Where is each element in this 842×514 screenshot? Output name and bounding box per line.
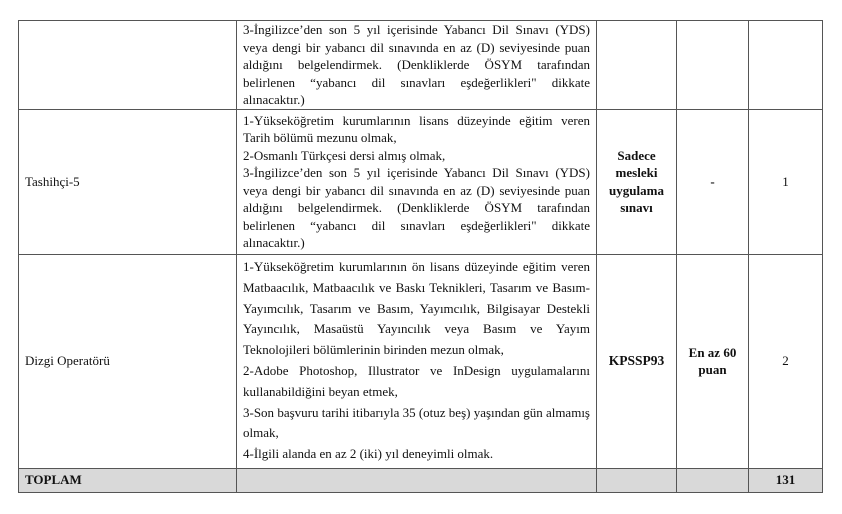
exam-cell: KPSSP93 xyxy=(597,254,677,468)
count-cell: 2 xyxy=(749,254,823,468)
requirement-item: 1-Yükseköğretim kurumlarının lisans düzeyinde eğitim veren Tarih bölümü mezunu olmak, xyxy=(243,112,590,145)
exam-cell xyxy=(597,21,677,110)
table-row xyxy=(19,254,823,468)
total-empty-cell xyxy=(237,468,597,492)
total-label: TOPLAM xyxy=(19,468,237,492)
table-row xyxy=(19,21,823,110)
total-empty-cell xyxy=(597,468,677,492)
requirements-cell xyxy=(237,254,597,468)
requirement-item: 1-Yükseköğretim kurumlarının ön lisans düzeyinde eğitim veren Matbaacılık, Matbaacılık ve Baskı Teknikleri, Tasarım ve Basım-Yayımcılık, Tasarım ve Basım, Yayımcılık, Bilgisayar Destekli Yayıncılık, Masaüstü Yayıncılık veya Basım ve Yayım Teknolojileri bölümlerinin birinden mezun olmak, xyxy=(243,259,590,358)
score-cell: - xyxy=(677,109,749,254)
total-row xyxy=(19,468,823,492)
score-cell xyxy=(677,21,749,110)
exam-cell: Sadece mesleki uygulama sınavı xyxy=(597,109,677,254)
requirements-cell xyxy=(237,21,597,110)
requirement-item: 3-Son başvuru tarihi itibarıyla 35 (otuz beş) yaşından gün almamış olmak, xyxy=(243,404,590,441)
requirement-item: 2-Osmanlı Türkçesi dersi almış olmak, xyxy=(243,147,446,163)
position-cell xyxy=(19,21,237,110)
count-cell xyxy=(749,21,823,110)
position-cell: Tashihçi-5 xyxy=(19,109,237,254)
total-empty-cell xyxy=(677,468,749,492)
score-cell: En az 60 puan xyxy=(677,254,749,468)
positions-table xyxy=(18,20,823,493)
total-count: 131 xyxy=(749,468,823,492)
position-cell: Dizgi Operatörü xyxy=(19,254,237,468)
table-row xyxy=(19,109,823,254)
requirement-item: 4-İlgili alanda en az 2 (iki) yıl deneyimli olmak. xyxy=(243,446,494,462)
count-cell: 1 xyxy=(749,109,823,254)
requirement-item: 3-İngilizce’den son 5 yıl içerisinde Yabancı Dil Sınavı (YDS) veya dengi bir yabancı dil sınavında en az (D) seviyesinde puan aldığını belgelendirmek. (Denkliklerde ÖSYM tarafından belirlenen “yabancı dil sınavları eşdeğerlikleri" dikkate alınacaktır.) xyxy=(243,22,590,107)
requirement-item: 3-İngilizce’den son 5 yıl içerisinde Yabancı Dil Sınavı (YDS) veya dengi bir yabancı dil sınavında en az (D) seviyesinde puan aldığını belgelendirmek. (Denkliklerde ÖSYM tarafından belirlenen “yabancı dil sınavları eşdeğerlikleri" dikkate alınacaktır.) xyxy=(243,165,590,250)
requirements-cell xyxy=(237,109,597,254)
requirement-item: 2-Adobe Photoshop, Illustrator ve InDesign uygulamalarını kullanabildiğini beyan etmek, xyxy=(243,363,590,399)
